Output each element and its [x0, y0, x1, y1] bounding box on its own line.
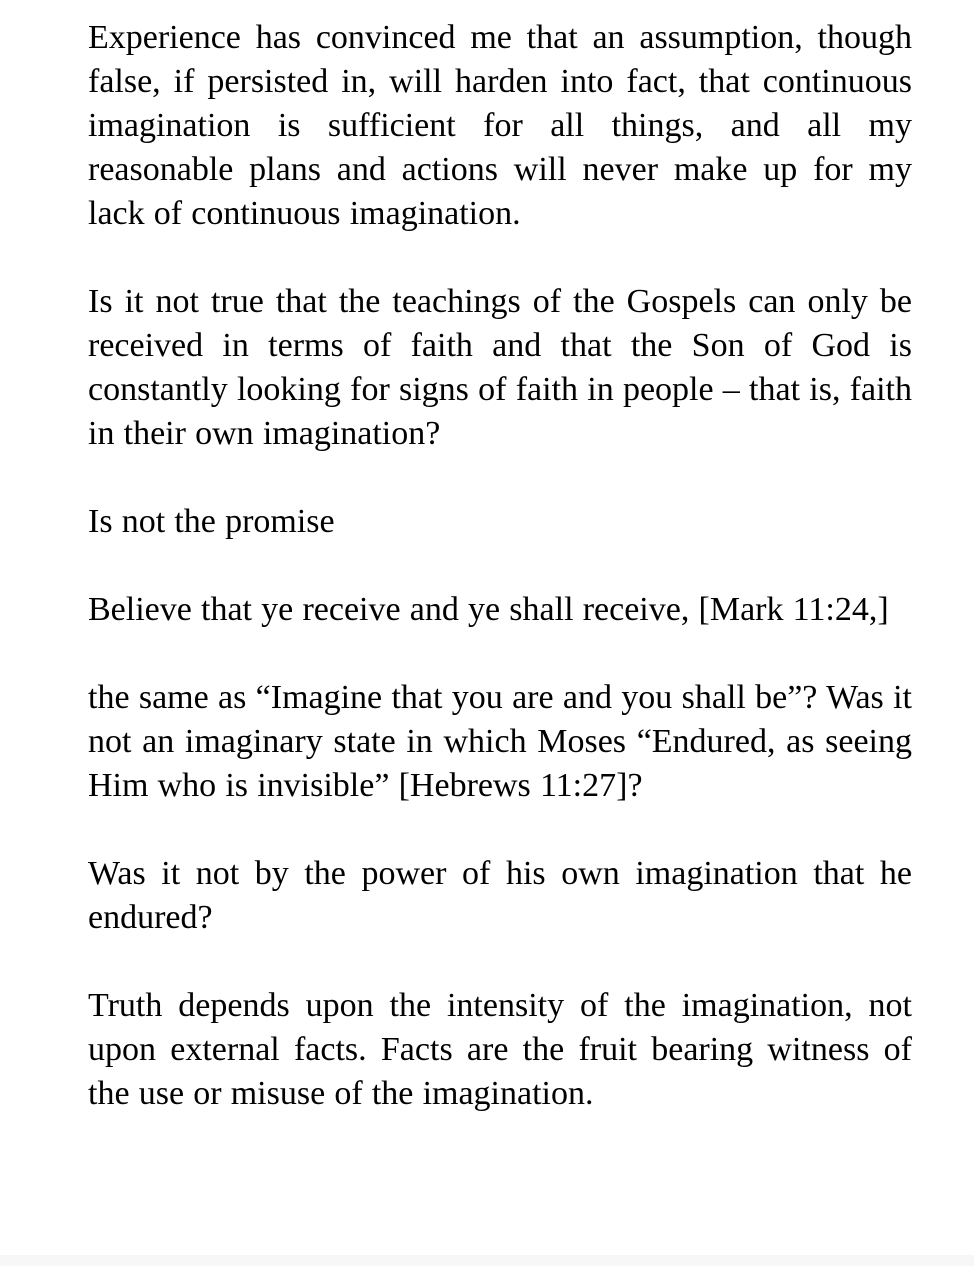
paragraph-truth-depends: Truth depends upon the intensity of the imagination, not upon external facts. Facts are the fruit bearing witness of the use or misuse of the imagination. [88, 987, 912, 1112]
paragraph-experience-assumption: Experience has convinced me that an assumption, though false, if persisted in, will harden into fact, that continuous imagination is sufficient for all things, and all my reasonable plans and actions will never make up for my lack of continuous imagination. [88, 19, 912, 232]
paragraph-gospels-faith: Is it not true that the teachings of the Gospels can only be received in terms of faith and that the Son of God is constantly looking for signs of faith in people – that is, faith in their own imagination? [88, 283, 912, 452]
page-text-block [88, 16, 912, 1116]
page-bottom-band [0, 1255, 974, 1266]
paragraph-believe-ye-receive: Believe that ye receive and ye shall receive, [Mark 11:24,] [88, 591, 889, 628]
paragraph-imagine-moses-endured: the same as “Imagine that you are and you shall be”? Was it not an imaginary state in which Moses “Endured, as seeing Him who is invisible” [Hebrews 11:27]? [88, 679, 912, 804]
paragraph-power-of-imagination: Was it not by the power of his own imagination that he endured? [88, 855, 912, 936]
paragraph-is-not-the-promise: Is not the promise [88, 503, 335, 540]
